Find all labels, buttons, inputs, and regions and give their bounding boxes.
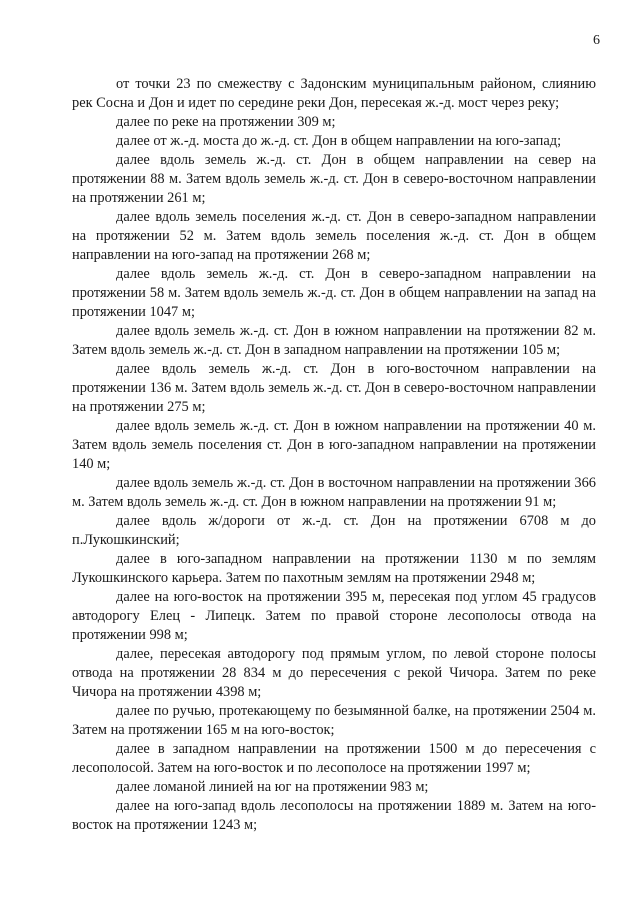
paragraph: далее по ручью, протекающему по безымянной балке, на протяжении 2504 м. Затем на протяжении 165 м на юго-восток; xyxy=(72,703,596,738)
paragraph: далее ломаной линией на юг на протяжении 983 м; xyxy=(116,779,429,795)
paragraph: далее на юго-запад вдоль лесополосы на протяжении 1889 м. Затем на юго-восток на протяжении 1243 м; xyxy=(72,798,596,833)
paragraph: далее на юго-восток на протяжении 395 м, пересекая под углом 45 градусов автодорогу Елец - Липецк. Затем по правой стороне лесополосы отвода на протяжении 998 м; xyxy=(72,589,596,643)
paragraph: от точки 23 по смежеству с Задонским муниципальным районом, слиянию рек Сосна и Дон и идет по середине реки Дон, пересекая ж.-д. мост через реку; xyxy=(72,76,596,111)
document-body xyxy=(72,75,596,835)
paragraph: далее вдоль земель поселения ж.-д. ст. Дон в северо-западном направлении на протяжении 52 м. Затем вдоль земель поселения ж.-д. ст. Дон в общем направлении на юго-запад на протяжении 268 м; xyxy=(72,209,596,263)
paragraph: далее вдоль земель ж.-д. ст. Дон в северо-западном направлении на протяжении 58 м. Затем вдоль земель ж.-д. ст. Дон в общем направлении на запад на протяжении 1047 м; xyxy=(72,266,596,320)
paragraph: далее по реке на протяжении 309 м; xyxy=(116,114,336,130)
paragraph: далее вдоль земель ж.-д. ст. Дон в южном направлении на протяжении 40 м. Затем вдоль земель поселения ст. Дон в юго-западном направлении на протяжении 140 м; xyxy=(72,418,596,472)
paragraph: далее вдоль ж/дороги от ж.-д. ст. Дон на протяжении 6708 м до п.Лукошкинский; xyxy=(72,513,596,548)
paragraph: далее в западном направлении на протяжении 1500 м до пересечения с лесополосой. Затем на юго-восток и по лесополосе на протяжении 1997 м; xyxy=(72,741,596,776)
paragraph: далее вдоль земель ж.-д. ст. Дон в юго-восточном направлении на протяжении 136 м. Затем вдоль земель ж.-д. ст. Дон в северо-восточном направлении на протяжении 275 м; xyxy=(72,361,596,415)
paragraph: далее от ж.-д. моста до ж.-д. ст. Дон в общем направлении на юго-запад; xyxy=(116,133,562,149)
paragraph: далее в юго-западном направлении на протяжении 1130 м по землям Лукошкинского карьера. Затем по пахотным землям на протяжении 2948 м; xyxy=(72,551,596,586)
paragraph: далее вдоль земель ж.-д. ст. Дон в общем направлении на север на протяжении 88 м. Затем вдоль земель ж.-д. ст. Дон в северо-восточном направлении на протяжении 261 м; xyxy=(72,152,596,206)
paragraph: далее, пересекая автодорогу под прямым углом, по левой стороне полосы отвода на протяжении 28 834 м до пересечения с рекой Чичора. Затем по реке Чичора на протяжении 4398 м; xyxy=(72,646,596,700)
paragraph: далее вдоль земель ж.-д. ст. Дон в южном направлении на протяжении 82 м. Затем вдоль земель ж.-д. ст. Дон в западном направлении на протяжении 105 м; xyxy=(72,323,596,358)
paragraph: далее вдоль земель ж.-д. ст. Дон в восточном направлении на протяжении 366 м. Затем вдоль земель ж.-д. ст. Дон в южном направлении на протяжении 91 м; xyxy=(72,475,596,510)
page-number: 6 xyxy=(593,33,600,48)
